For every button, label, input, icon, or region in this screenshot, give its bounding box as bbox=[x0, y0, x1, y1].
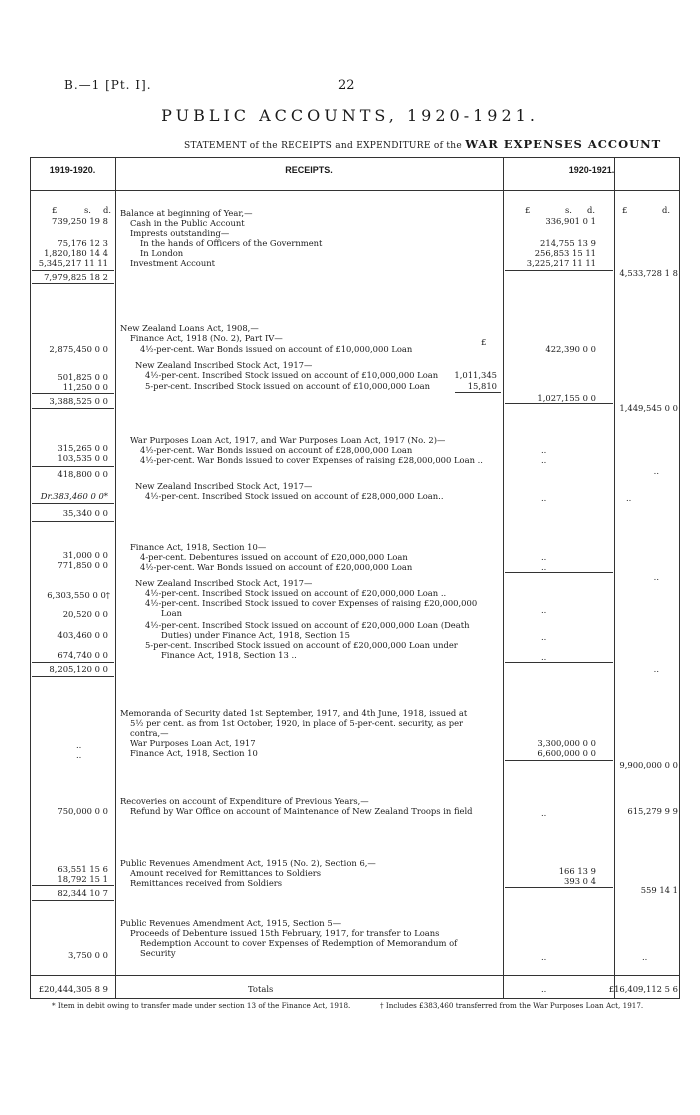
sum-rule bbox=[32, 885, 114, 886]
unit-shillings: s. bbox=[84, 205, 91, 215]
column-header-receipts: RECEIPTS. bbox=[285, 165, 333, 175]
detail-amount: .. bbox=[541, 652, 547, 662]
prev-amount: 31,000 0 0 bbox=[62, 550, 108, 560]
prev-amount: 20,520 0 0 bbox=[62, 609, 108, 619]
line-description: Proceeds of Debenture issued 15th February, 1917, for transfer to Loans bbox=[130, 928, 440, 938]
header-divider bbox=[30, 190, 680, 191]
line-description: War Purposes Loan Act, 1917 bbox=[130, 738, 256, 748]
footnote: † Includes £383,460 transferred from the War Purposes Loan Act, 1917. bbox=[380, 1001, 644, 1010]
line-description: Remittances received from Soldiers bbox=[130, 878, 283, 888]
prev-amount: 3,750 0 0 bbox=[68, 950, 108, 960]
section-heading: New Zealand Inscribed Stock Act, 1917— bbox=[135, 481, 313, 491]
prev-amount: .. bbox=[76, 740, 82, 750]
unit-pence: d. bbox=[662, 205, 671, 215]
sum-rule bbox=[505, 403, 613, 404]
inner-unit: £ bbox=[481, 337, 487, 347]
detail-amount: 336,901 0 1 bbox=[545, 216, 596, 226]
line-description: 5-per-cent. Inscribed Stock issued on account of £10,000,000 Loan bbox=[145, 381, 431, 391]
line-description: 4½-per-cent. Inscribed Stock issued on account of £20,000,000 Loan (Death bbox=[145, 620, 470, 630]
prev-amount: 2,875,450 0 0 bbox=[49, 344, 108, 354]
prev-amount: 315,265 0 0 bbox=[57, 443, 108, 453]
line-description: Loan bbox=[161, 608, 182, 618]
inner-subtotal: 1,027,155 0 0 bbox=[537, 393, 596, 403]
detail-amount: .. bbox=[541, 562, 547, 572]
line-description: 5-per-cent. Inscribed Stock issued on account of £20,000,000 Loan under bbox=[145, 640, 458, 650]
sum-rule bbox=[505, 887, 613, 888]
detail-amount: 393 0 4 bbox=[564, 876, 596, 886]
document-reference: B.—1 [Pt. I]. bbox=[64, 78, 152, 92]
line-description: 4½-per-cent. Inscribed Stock issued on account of £10,000,000 Loan bbox=[145, 370, 439, 380]
section-heading: Finance Act, 1918, Section 10— bbox=[130, 542, 267, 552]
statement-subtitle: STATEMENT of the RECEIPTS and EXPENDITURE of the WAR EXPENSES ACCOUNT bbox=[184, 137, 662, 151]
detail-amount: 256,853 15 11 bbox=[534, 248, 596, 258]
section-total: 4,533,728 1 8 bbox=[619, 268, 678, 278]
column-header-previous-year: 1919-1920. bbox=[49, 165, 96, 175]
prev-amount: 771,850 0 0 bbox=[57, 560, 108, 570]
prev-subtotal: 7,979,825 18 2 bbox=[44, 272, 108, 282]
unit-pence: d. bbox=[587, 205, 596, 215]
sum-rule bbox=[32, 503, 114, 504]
line-description: Redemption Account to cover Expenses of Redemption of Memorandum of bbox=[140, 938, 458, 948]
section-total: .. bbox=[653, 572, 659, 582]
line-description: Finance Act, 1918 (No. 2), Part IV— bbox=[130, 333, 283, 343]
line-description: Finance Act, 1918, Section 10 bbox=[130, 748, 258, 758]
prev-amount: 6,303,550 0 0† bbox=[47, 590, 110, 600]
page-number: 22 bbox=[338, 78, 355, 93]
section-heading: New Zealand Loans Act, 1908,— bbox=[120, 323, 259, 333]
sum-rule bbox=[32, 283, 114, 284]
sum-rule bbox=[32, 662, 114, 663]
account-name: WAR EXPENSES ACCOUNT bbox=[465, 137, 662, 151]
sum-rule bbox=[505, 572, 613, 573]
total-placeholder: .. bbox=[626, 493, 632, 503]
unit-pounds: £ bbox=[52, 205, 58, 215]
section-heading: Memoranda of Security dated 1st September, 1917, and 4th June, 1918, issued at bbox=[120, 708, 468, 718]
line-description: 4½-per-cent. War Bonds issued on account of £20,000,000 Loan bbox=[140, 562, 413, 572]
sum-rule bbox=[505, 662, 613, 663]
line-description: 5½ per cent. as from 1st October, 1920, in place of 5-per-cent. security, as per bbox=[130, 718, 464, 728]
unit-pounds: £ bbox=[525, 205, 531, 215]
line-description: Investment Account bbox=[130, 258, 215, 268]
sum-rule bbox=[32, 676, 114, 677]
prev-amount: 11,250 0 0 bbox=[62, 382, 108, 392]
column-divider bbox=[503, 157, 504, 999]
section-total: .. bbox=[653, 664, 659, 674]
sum-rule bbox=[455, 392, 501, 393]
sum-rule bbox=[32, 270, 114, 271]
line-description: contra,— bbox=[130, 728, 169, 738]
prev-amount: Dr.383,460 0 0* bbox=[40, 491, 108, 501]
prev-amount: 750,000 0 0 bbox=[57, 806, 108, 816]
prev-amount: 18,792 15 1 bbox=[57, 874, 108, 884]
prev-total: 8,205,120 0 0 bbox=[49, 664, 108, 674]
totals-divider bbox=[30, 975, 680, 976]
prev-amount: 75,176 12 3 bbox=[57, 238, 108, 248]
line-description: Finance Act, 1918, Section 13 .. bbox=[161, 650, 297, 660]
line-description: 4½-per-cent. Inscribed Stock issued to cover Expenses of raising £20,000,000 bbox=[145, 598, 478, 608]
prev-amount: 501,825 0 0 bbox=[57, 372, 108, 382]
prev-subtotal: 82,344 10 7 bbox=[57, 888, 108, 898]
prev-amount: 403,460 0 0 bbox=[57, 630, 108, 640]
section-heading: New Zealand Inscribed Stock Act, 1917— bbox=[135, 360, 313, 370]
detail-amount: .. bbox=[541, 984, 547, 994]
prev-amount: 739,250 19 8 bbox=[52, 216, 108, 226]
section-heading: Public Revenues Amendment Act, 1915, Section 5— bbox=[120, 918, 342, 928]
line-description: 4-per-cent. Debentures issued on account of £20,000,000 Loan bbox=[140, 552, 408, 562]
line-description: Cash in the Public Account bbox=[130, 218, 245, 228]
section-heading: Balance at beginning of Year,— bbox=[120, 208, 253, 218]
section-heading: Recoveries on account of Expenditure of Previous Years,— bbox=[120, 796, 369, 806]
line-description: 4½-per-cent. War Bonds issued on account of £10,000,000 Loan bbox=[140, 344, 413, 354]
section-total: .. bbox=[642, 952, 648, 962]
column-header-current-year: 1920-1921. bbox=[568, 165, 615, 175]
detail-amount: .. bbox=[541, 808, 547, 818]
sum-rule bbox=[32, 900, 114, 901]
section-total: 1,449,545 0 0 bbox=[619, 403, 678, 413]
detail-amount: 214,755 13 9 bbox=[540, 238, 596, 248]
section-total: 9,900,000 0 0 bbox=[619, 760, 678, 770]
line-description: 4½-per-cent. War Bonds issued to cover Expenses of raising £28,000,000 Loan .. bbox=[140, 455, 483, 465]
line-description: 4½-per-cent. Inscribed Stock issued on account of £28,000,000 Loan.. bbox=[145, 491, 444, 501]
prev-amount: 63,551 15 6 bbox=[57, 864, 108, 874]
line-description: Imprests outstanding— bbox=[130, 228, 230, 238]
prev-amount: 674,740 0 0 bbox=[57, 650, 108, 660]
detail-amount: .. bbox=[541, 605, 547, 615]
line-description: Amount received for Remittances to Soldiers bbox=[130, 868, 322, 878]
line-description: Refund by War Office on account of Maintenance of New Zealand Troops in field bbox=[130, 806, 473, 816]
detail-amount: .. bbox=[541, 493, 547, 503]
inner-amount: 15,810 bbox=[467, 381, 497, 391]
detail-amount: .. bbox=[541, 445, 547, 455]
section-total: .. bbox=[653, 466, 659, 476]
detail-amount: .. bbox=[541, 632, 547, 642]
sum-rule bbox=[32, 408, 114, 409]
footnote: * Item in debit owing to transfer made under section 13 of the Finance Act, 1918. bbox=[52, 1001, 351, 1010]
sum-rule bbox=[505, 760, 613, 761]
detail-amount: 3,300,000 0 0 bbox=[537, 738, 596, 748]
prev-amount: .. bbox=[76, 750, 82, 760]
unit-pounds: £ bbox=[622, 205, 628, 215]
inner-amount: 1,011,345 bbox=[454, 370, 497, 380]
prev-grand-total: £20,444,305 8 9 bbox=[38, 984, 108, 994]
column-divider bbox=[115, 157, 116, 999]
totals-label: Totals bbox=[248, 984, 274, 994]
grand-total: £16,409,112 5 6 bbox=[608, 984, 678, 994]
detail-amount: .. bbox=[541, 552, 547, 562]
line-description: Security bbox=[140, 948, 176, 958]
line-description: Duties) under Finance Act, 1918, Section 15 bbox=[161, 630, 350, 640]
detail-amount: 166 13 9 bbox=[558, 866, 596, 876]
line-description: 4½-per-cent. Inscribed Stock issued on account of £20,000,000 Loan .. bbox=[145, 588, 447, 598]
detail-amount: .. bbox=[541, 455, 547, 465]
section-heading: Public Revenues Amendment Act, 1915 (No. 2), Section 6,— bbox=[120, 858, 376, 868]
prev-amount: 1,820,180 14 4 bbox=[44, 248, 108, 258]
sum-rule bbox=[32, 521, 114, 522]
line-description: 4½-per-cent. War Bonds issued on account of £28,000,000 Loan bbox=[140, 445, 413, 455]
line-description: In London bbox=[140, 248, 184, 258]
sum-rule bbox=[32, 466, 114, 467]
page-title: PUBLIC ACCOUNTS, 1920-1921. bbox=[161, 106, 539, 125]
prev-amount: 103,535 0 0 bbox=[57, 453, 108, 463]
detail-amount: 422,390 0 0 bbox=[545, 344, 596, 354]
section-total: 615,279 9 9 bbox=[627, 806, 678, 816]
prev-total: 35,340 0 0 bbox=[62, 508, 108, 518]
section-heading: New Zealand Inscribed Stock Act, 1917— bbox=[135, 578, 313, 588]
section-heading: War Purposes Loan Act, 1917, and War Purposes Loan Act, 1917 (No. 2)— bbox=[130, 435, 446, 445]
sum-rule bbox=[505, 270, 613, 271]
detail-amount: .. bbox=[541, 952, 547, 962]
unit-pence: d. bbox=[103, 205, 112, 215]
prev-subtotal: 3,388,525 0 0 bbox=[49, 396, 108, 406]
sum-rule bbox=[32, 393, 114, 394]
unit-shillings: s. bbox=[565, 205, 572, 215]
column-divider bbox=[614, 157, 615, 999]
line-description: In the hands of Officers of the Government bbox=[140, 238, 323, 248]
detail-amount: 6,600,000 0 0 bbox=[537, 748, 596, 758]
detail-amount: 3,225,217 11 11 bbox=[526, 258, 596, 268]
prev-amount: 5,345,217 11 11 bbox=[38, 258, 108, 268]
prev-subtotal: 418,800 0 0 bbox=[57, 469, 108, 479]
section-total: 559 14 1 bbox=[640, 885, 678, 895]
